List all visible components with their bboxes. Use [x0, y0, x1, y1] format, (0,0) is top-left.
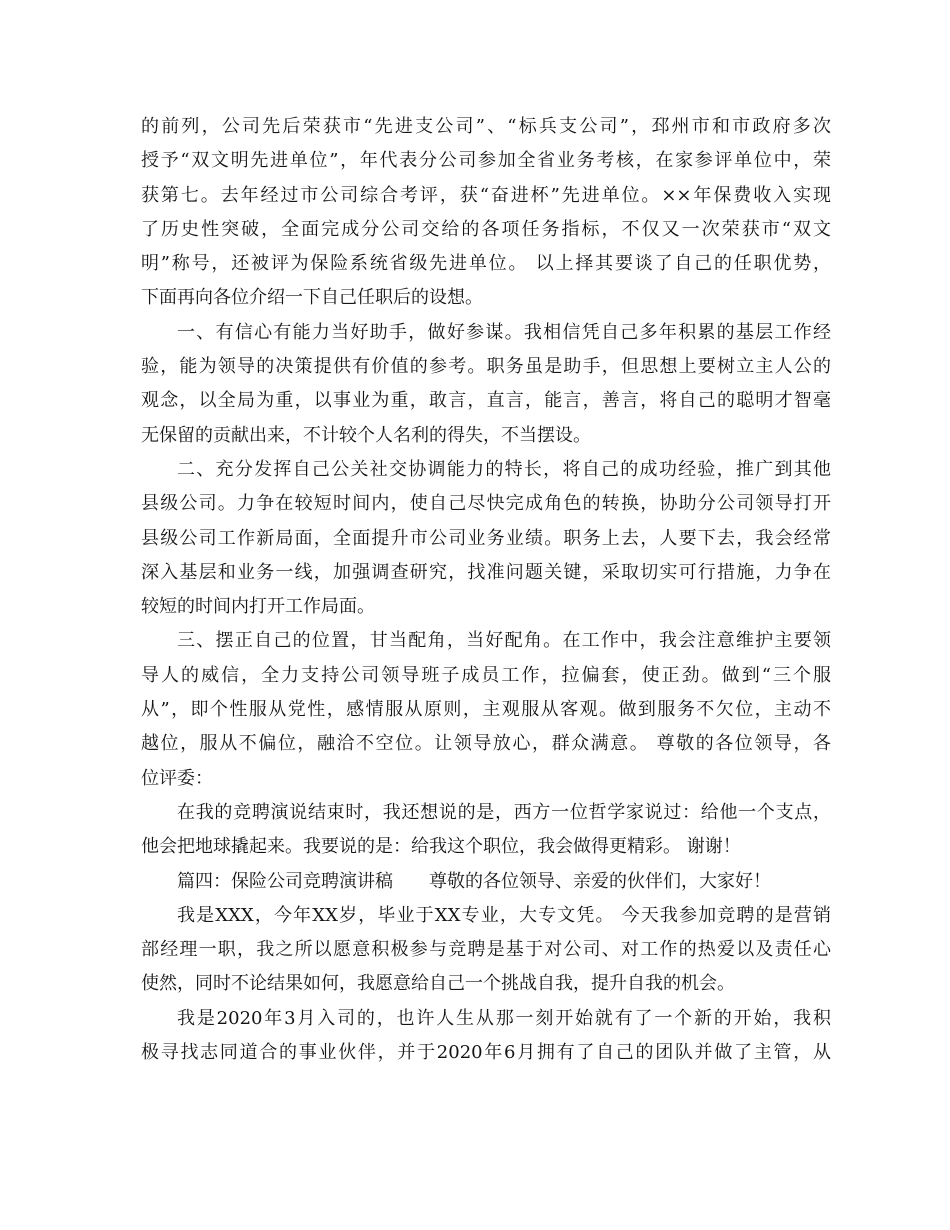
text-line: 越位，服从不偏位，融洽不空位。让领导放心，群众满意。 尊敬的各位领导，各: [141, 733, 831, 755]
text-line: 观念，以全局为重，以事业为重，敢言，直言，能言，善言，将自己的聪明才智毫: [141, 390, 831, 412]
closing-paragraph-start: 在我的竞聘演说结束时，我还想说的是，西方一位哲学家说过：给他一个支点，: [177, 801, 831, 823]
section-heading: 篇四：保险公司竞聘演讲稿 尊敬的各位领导、亲爱的伙伴们，大家好！: [177, 870, 771, 892]
text-line: 县级公司。力争在较短时间内，使自己尽快完成角色的转换，协助分公司领导打开: [141, 493, 831, 515]
intro-paragraph-start: 我是XXX，今年XX岁，毕业于XX专业，大专文凭。 今天我参加竞聘的是营销: [177, 904, 831, 926]
document-body: [141, 110, 831, 1070]
paragraph-three-start: 三、摆正自己的位置，甘当配角，当好配角。在工作中，我会注意维护主要领: [177, 630, 831, 652]
text-line: 极寻找志同道合的事业伙伴，并于2020年6月拥有了自己的团队并做了主管，从: [141, 1042, 831, 1064]
text-line: 下面再向各位介绍一下自己任职后的设想。: [141, 287, 483, 309]
text-line: 的前列，公司先后荣获市“先进支公司”、“标兵支公司”，邳州市和市政府多次: [141, 116, 831, 137]
text-line: 较短的时间内打开工作局面。: [141, 596, 375, 618]
text-line: 导人的威信，全力支持公司领导班子成员工作，拉偏套，使正劲。做到“三个服: [141, 664, 831, 686]
text-line: 获第七。去年经过市公司综合考评，获“奋进杯”先进单位。××年保费收入实现: [141, 184, 831, 206]
text-line: 无保留的贡献出来，不计较个人名利的得失，不当摆设。: [141, 424, 591, 446]
paragraph-two-start: 二、充分发挥自己公关社交协调能力的特长，将自己的成功经验，推广到其他: [177, 458, 831, 480]
text-line: 深入基层和业务一线，加强调查研究，找准问题关键，采取切实可行措施，力争在: [141, 561, 831, 583]
text-line: 明”称号，还被评为保险系统省级先进单位。 以上择其要谈了自己的任职优势，: [141, 253, 831, 275]
text-line: 他会把地球撬起来。我要说的是：给我这个职位，我会做得更精彩。 谢谢！: [141, 836, 741, 858]
text-line: 从”，即个性服从党性，感情服从原则，主观服从客观。做到服务不欠位，主动不: [141, 699, 831, 721]
text-line: 使然，同时不论结果如何，我愿意给自己一个挑战自我，提升自我的机会。: [141, 973, 735, 995]
text-line: 授予“双文明先进单位”，年代表分公司参加全省业务考核，在家参评单位中，荣: [141, 150, 831, 172]
text-line: 了历史性突破，全面完成分公司交给的各项任务指标，不仅又一次荣获市“双文: [141, 218, 831, 240]
text-line: 县级公司工作新局面，全面提升市公司业务业绩。职务上去，人要下去，我会经常: [141, 527, 831, 549]
history-paragraph-start: 我是2020年3月入司的，也许人生从那一刻开始就有了一个新的开始，我积: [177, 1007, 831, 1029]
paragraph-one-start: 一、有信心有能力当好助手，做好参谋。我相信凭自己多年积累的基层工作经: [177, 321, 831, 343]
text-line: 位评委：: [141, 767, 213, 789]
text-line: 部经理一职，我之所以愿意积极参与竞聘是基于对公司、对工作的热爱以及责任心: [141, 939, 831, 961]
text-line: 验，能为领导的决策提供有价值的参考。职务虽是助手，但思想上要树立主人公的: [141, 356, 831, 378]
